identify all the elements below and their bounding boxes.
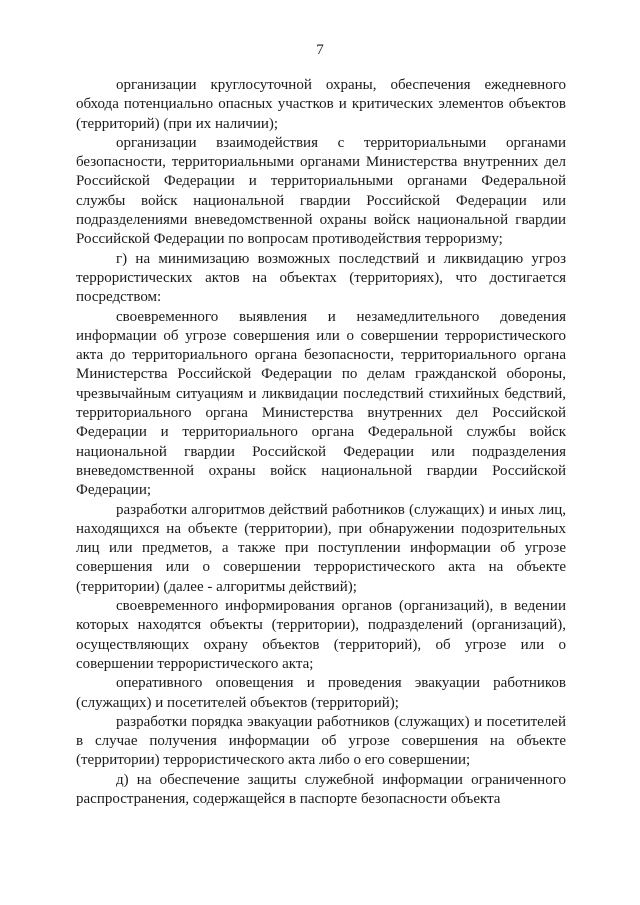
paragraph: д) на обеспечение защиты служебной информации ограниченного распространения, содержащейся в паспорте безопасности объекта (76, 771, 566, 807)
paragraph: своевременного выявления и незамедлительного доведения информации об угрозе совершения или о совершении террористического акта до территориального органа безопасности, территориального органа Министерства Российской Федерации по делам гражданской обороны, чрезвычайным ситуациям и ликвидации последствий стихийных бедствий, территориального органа Министерства внутренних дел Российской Федерации и территориального органа Федеральной службы войск национальной гвардии Российской Федерации или подразделения вневедомственной охраны войск национальной гвардии Российской Федерации; (76, 308, 566, 499)
paragraph: своевременного информирования органов (организаций), в ведении которых находятся объекты (территории), подразделений (организаций), осуществляющих охрану объектов (территорий), об угрозе или о совершении террористического акта; (76, 598, 566, 672)
paragraph: организации круглосуточной охраны, обеспечения ежедневного обхода потенциально опасных участков и критических элементов объектов (территорий) (при их наличии); (76, 77, 566, 132)
paragraph: оперативного оповещения и проведения эвакуации работников (служащих) и посетителей объектов (территорий); (76, 675, 566, 711)
paragraph: г) на минимизацию возможных последствий и ликвидацию угроз террористических актов на объектах (территориях), что достигается посредством: (76, 250, 566, 306)
paragraph: разработки алгоритмов действий работников (служащих) и иных лиц, находящихся на объекте (территории), при обнаружении подозрительных лиц или предметов, а также при поступлении информации об угрозе совершения или о совершении террористического акта на объекте (территории) (далее - алгоритмы действий); (76, 501, 566, 595)
page-number: 7 (316, 42, 324, 58)
document-body (76, 76, 566, 809)
paragraph: разработки порядка эвакуации работников (служащих) и посетителей в случае получения информации об угрозе совершения на объекте (территории) террористического акта либо о его совершении; (76, 713, 566, 769)
paragraph: организации взаимодействия с территориальными органами безопасности, территориальными органами Министерства внутренних дел Российской Федерации и территориальными органами Федеральной службы войск национальной гвардии Российской Федерации или подразделениями вневедомственной охраны войск национальной гвардии Российской Федерации по вопросам противодействия терроризму; (76, 134, 566, 248)
